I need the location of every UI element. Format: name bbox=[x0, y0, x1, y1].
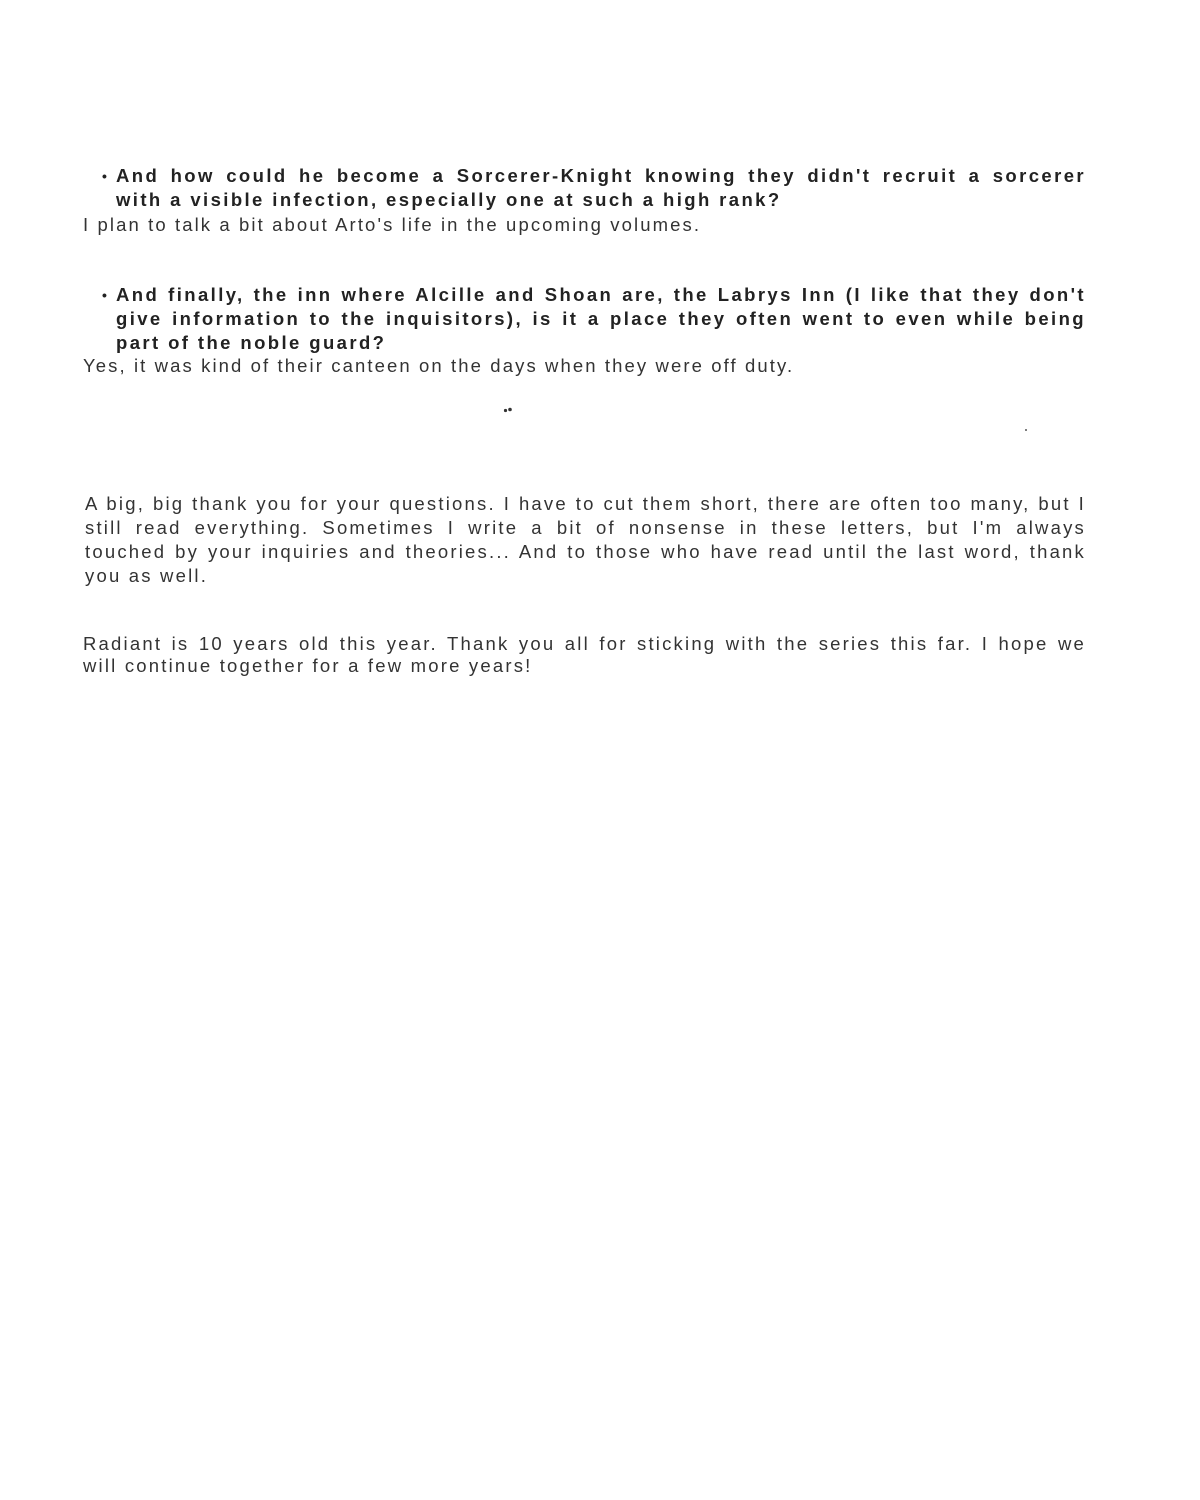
question-1 bbox=[102, 164, 1086, 212]
bullet-icon: • bbox=[102, 287, 107, 303]
scan-dot-icon bbox=[1025, 429, 1027, 431]
closing-thanks-paragraph: A big, big thank you for your questions. I have to cut them short, there are often too many, but I still read everything. Sometimes I write a bit of nonsense in these letters, but I'm always touched by your inquiries and theories... And to those who have read until the last word, thank you as well. bbox=[85, 493, 1086, 586]
question-2 bbox=[102, 283, 1086, 355]
question-2-text: And finally, the inn where Alcille and Shoan are, the Labrys Inn (I like that they don't give information to the inquisitors), is it a place they often went to even while being part of the noble guard? bbox=[116, 284, 1086, 353]
answer-1: I plan to talk a bit about Arto's life in the upcoming volumes. bbox=[83, 214, 702, 235]
closing-anniversary-paragraph: Radiant is 10 years old this year. Thank you all for sticking with the series this far. I hope we will continue together for a few more years! bbox=[83, 633, 1086, 676]
question-1-text: And how could he become a Sorcerer-Knight knowing they didn't recruit a sorcerer with a visible infection, especially one at such a high rank? bbox=[116, 165, 1086, 210]
answer-2: Yes, it was kind of their canteen on the days when they were off duty. bbox=[83, 355, 795, 376]
bullet-icon: • bbox=[102, 168, 107, 184]
scan-speck-icon bbox=[503, 407, 513, 413]
